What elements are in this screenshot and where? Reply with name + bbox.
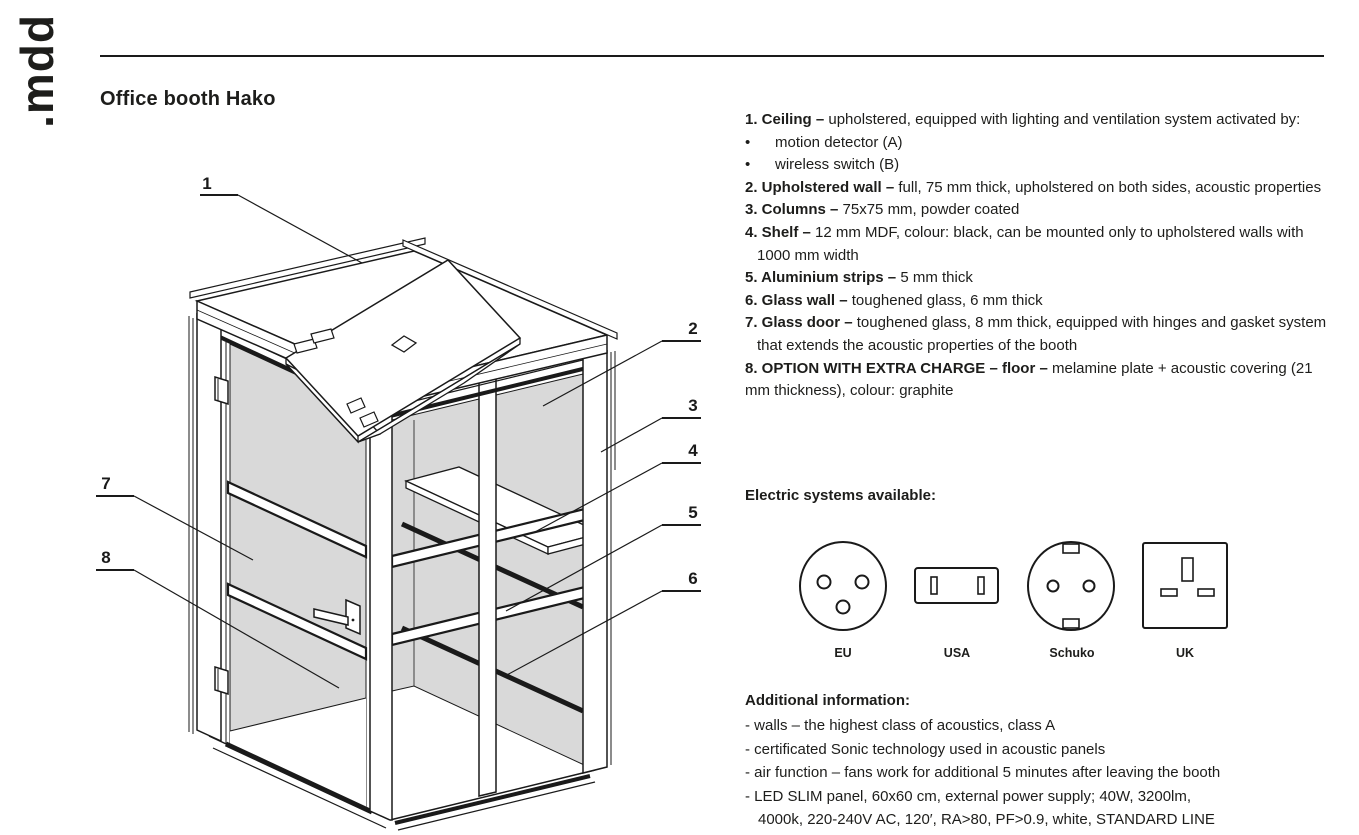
- additional-info-line: - certificated Sonic technology used in acoustic panels: [745, 740, 1106, 758]
- socket-label-uk: UK: [1175, 646, 1195, 660]
- spec-item-1: 1. Ceiling – upholstered, equipped with lighting and ventilation system activated by:: [745, 111, 1301, 128]
- svg-text:7: 7: [101, 474, 111, 493]
- svg-text:8: 8: [101, 548, 111, 567]
- glass-wall-mullion: [479, 378, 496, 796]
- socket-labels: [790, 646, 1240, 666]
- page-title: Office booth Hako: [100, 88, 276, 110]
- uk-socket-icon: [1143, 543, 1227, 628]
- spec-bullet-2: • wireless switch (B): [745, 154, 1330, 177]
- additional-info-header: Additional information:: [745, 692, 910, 709]
- callout-1: [200, 174, 362, 263]
- svg-text:3: 3: [688, 396, 698, 415]
- callout-3: [601, 396, 701, 452]
- spec-item-5: 5. Aluminium strips – 5 mm thick: [745, 269, 973, 287]
- bullet-icon: •: [745, 133, 751, 151]
- spec-bullet-1: • motion detector (A): [745, 132, 1330, 155]
- socket-label-usa: USA: [943, 646, 971, 660]
- eu-socket-icon: [800, 542, 886, 630]
- mdd-logo-text: .mdd: [11, 14, 63, 128]
- additional-info-line: 4000k, 220-240V AC, 120′, RA>80, PF>0.9, white, STANDARD LINE: [758, 811, 1215, 828]
- spec-item-7: 7. Glass door – toughened glass, 8 mm thick, equipped with hinges and gasket system that extends the acoustic properties of the booth: [745, 314, 1327, 354]
- svg-text:4: 4: [688, 441, 698, 460]
- svg-text:2: 2: [688, 319, 698, 338]
- mdd-logo: [10, 14, 70, 194]
- additional-info-line: - walls – the highest class of acoustics, class A: [745, 717, 1056, 734]
- spec-item-4: 4. Shelf – 12 mm MDF, colour: black, can be mounted only to upholstered walls with 1000 mm width: [745, 223, 1304, 264]
- schuko-socket-icon: [1028, 542, 1114, 630]
- additional-info-list: [745, 714, 1345, 832]
- top-rule: [100, 55, 1324, 57]
- spec-list: [745, 109, 1330, 403]
- booth-technical-drawing: [80, 120, 740, 835]
- socket-icons: [790, 537, 1240, 637]
- socket-label-eu: EU: [834, 646, 852, 660]
- additional-info-line: - LED SLIM panel, 60x60 cm, external power supply; 40W, 3200lm,: [745, 787, 1192, 805]
- socket-label-schuko: Schuko: [1049, 646, 1095, 660]
- svg-text:5: 5: [688, 503, 698, 522]
- spec-item-3: 3. Columns – 75x75 mm, powder coated: [745, 201, 1020, 219]
- svg-text:6: 6: [688, 569, 698, 588]
- bullet-icon: •: [745, 156, 751, 174]
- spec-item-8: 8. OPTION WITH EXTRA CHARGE – floor – melamine plate + acoustic covering (21 mm thickness), colour: graphite: [745, 359, 1313, 400]
- usa-socket-icon: [915, 568, 998, 603]
- svg-text:1: 1: [202, 174, 212, 193]
- spec-item-6: 6. Glass wall – toughened glass, 6 mm thick: [745, 291, 1043, 309]
- spec-item-2: 2. Upholstered wall – full, 75 mm thick, upholstered on both sides, acoustic properties: [745, 178, 1322, 196]
- additional-info-line: - air function – fans work for additional 5 minutes after leaving the booth: [745, 764, 1221, 781]
- electric-systems-header: Electric systems available:: [745, 487, 936, 504]
